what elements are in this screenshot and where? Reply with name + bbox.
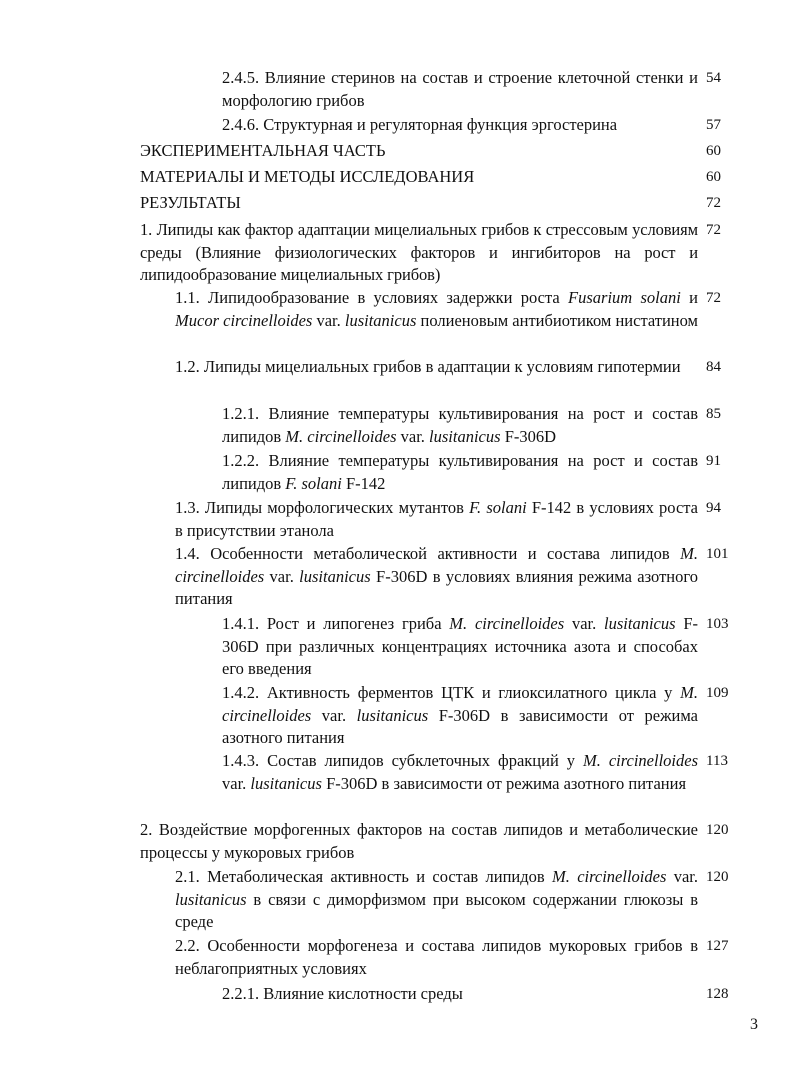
toc-entry-title: 1.4.3. Состав липидов субклеточных фракций у M. circinelloides var. lusitanicus F-306D в зависимости от режима азотного питания — [222, 751, 699, 793]
toc-entry-page: 120 — [706, 869, 729, 885]
toc-entry-page: 109 — [706, 685, 729, 701]
toc-entry-title: 2.4.6. Структурная и регуляторная функция эргостерина — [222, 115, 618, 134]
toc-entry — [222, 983, 698, 1006]
toc-entry-page: 72 — [706, 222, 721, 238]
toc-entry-title: 1.4.2. Активность ферментов ЦТК и глиоксилатного цикла у M. circinelloides var. lusitanicus F-306D в зависимости от режима азотного питания — [222, 683, 698, 747]
toc-entry-page: 84 — [706, 359, 721, 375]
toc-entry-title: 1.2. Липиды мицелиальных грибов в адаптации к условиям гипотермии — [175, 357, 681, 376]
toc-entry — [175, 287, 698, 332]
toc-entry — [175, 935, 698, 980]
toc-entry-title: 2.2. Особенности морфогенеза и состава липидов мукоровых грибов в неблагоприятных условиях — [175, 936, 698, 978]
toc-entry-title: 1.3. Липиды морфологических мутантов F. solani F-142 в условиях роста в присутствии этанола — [175, 498, 699, 540]
toc-entry — [140, 192, 698, 215]
toc-entry-page: 120 — [706, 822, 729, 838]
toc-entry — [175, 497, 698, 542]
toc-entry — [140, 219, 698, 287]
toc-entry — [222, 403, 698, 448]
toc-entry-page: 57 — [706, 117, 721, 133]
toc-entry-page: 128 — [706, 986, 729, 1002]
toc-entry-title: 1.2.2. Влияние температуры культивирования на рост и состав липидов F. solani F-142 — [222, 451, 698, 493]
toc-entry-page: 72 — [706, 195, 721, 211]
toc-entry — [222, 750, 698, 795]
toc-entry-title: 1.2.1. Влияние температуры культивирования на рост и состав липидов M. circinelloides var. lusitanicus F-306D — [222, 404, 698, 446]
toc-entry-title: 2. Воздействие морфогенных факторов на состав липидов и метаболические процессы у мукоровых грибов — [140, 820, 698, 862]
toc-entry — [140, 166, 698, 189]
toc-entry-title: 2.2.1. Влияние кислотности среды — [222, 984, 463, 1003]
toc-entry-page: 94 — [706, 500, 721, 516]
toc-entry — [140, 819, 698, 864]
toc-entry-page: 60 — [706, 169, 721, 185]
toc-entry-title: 2.4.5. Влияние стеринов на состав и строение клеточной стенки и морфологию грибов — [222, 68, 698, 110]
toc-entry — [222, 613, 698, 681]
toc-entry-title: 1.4. Особенности метаболической активности и состава липидов M. circinelloides var. lusitanicus F-306D в условиях влияния режима азотного питания — [175, 544, 698, 608]
toc-entry-title: ЭКСПЕРИМЕНТАЛЬНАЯ ЧАСТЬ — [140, 141, 386, 160]
toc-entry-page: 60 — [706, 143, 721, 159]
toc-entry-title: 1. Липиды как фактор адаптации мицелиальных грибов к стрессовым условиям среды (Влияние физиологических факторов и ингибиторов на рост и липидообразование мицелиальных грибов) — [140, 220, 698, 284]
toc-entry-title: 2.1. Метаболическая активность и состав липидов M. circinelloides var. lusitanicus в связи с диморфизмом при высоком содержании глюкозы в среде — [175, 867, 698, 931]
toc-entry-title: 1.1. Липидообразование в условиях задержки роста Fusarium solani и Mucor circinelloides var. lusitanicus полиеновым антибиотиком нистатином — [175, 288, 699, 330]
toc-entry — [222, 114, 698, 137]
toc-entry-title: МАТЕРИАЛЫ И МЕТОДЫ ИССЛЕДОВАНИЯ — [140, 167, 475, 186]
toc-entry — [175, 356, 698, 379]
toc-entry-page: 91 — [706, 453, 721, 469]
toc-entry — [222, 450, 698, 495]
toc-entry-page: 127 — [706, 938, 729, 954]
toc-entry-page: 103 — [706, 616, 729, 632]
toc-entry — [222, 67, 698, 112]
toc-entry — [222, 682, 698, 750]
toc-entry — [175, 543, 698, 611]
toc-entry-title: 1.4.1. Рост и липогенез гриба M. circinelloides var. lusitanicus F-306D при различных концентрациях источника азота и способах его введения — [222, 614, 699, 678]
toc-entry — [175, 866, 698, 934]
page-number: 3 — [750, 1016, 758, 1033]
toc-entry-page: 113 — [706, 753, 728, 769]
toc-entry-page: 101 — [706, 546, 729, 562]
toc-entry-title: РЕЗУЛЬТАТЫ — [140, 193, 241, 212]
toc-entry-page: 85 — [706, 406, 721, 422]
toc-entry-page: 72 — [706, 290, 721, 306]
toc-entry-page: 54 — [706, 70, 721, 86]
toc-entry — [140, 140, 698, 163]
